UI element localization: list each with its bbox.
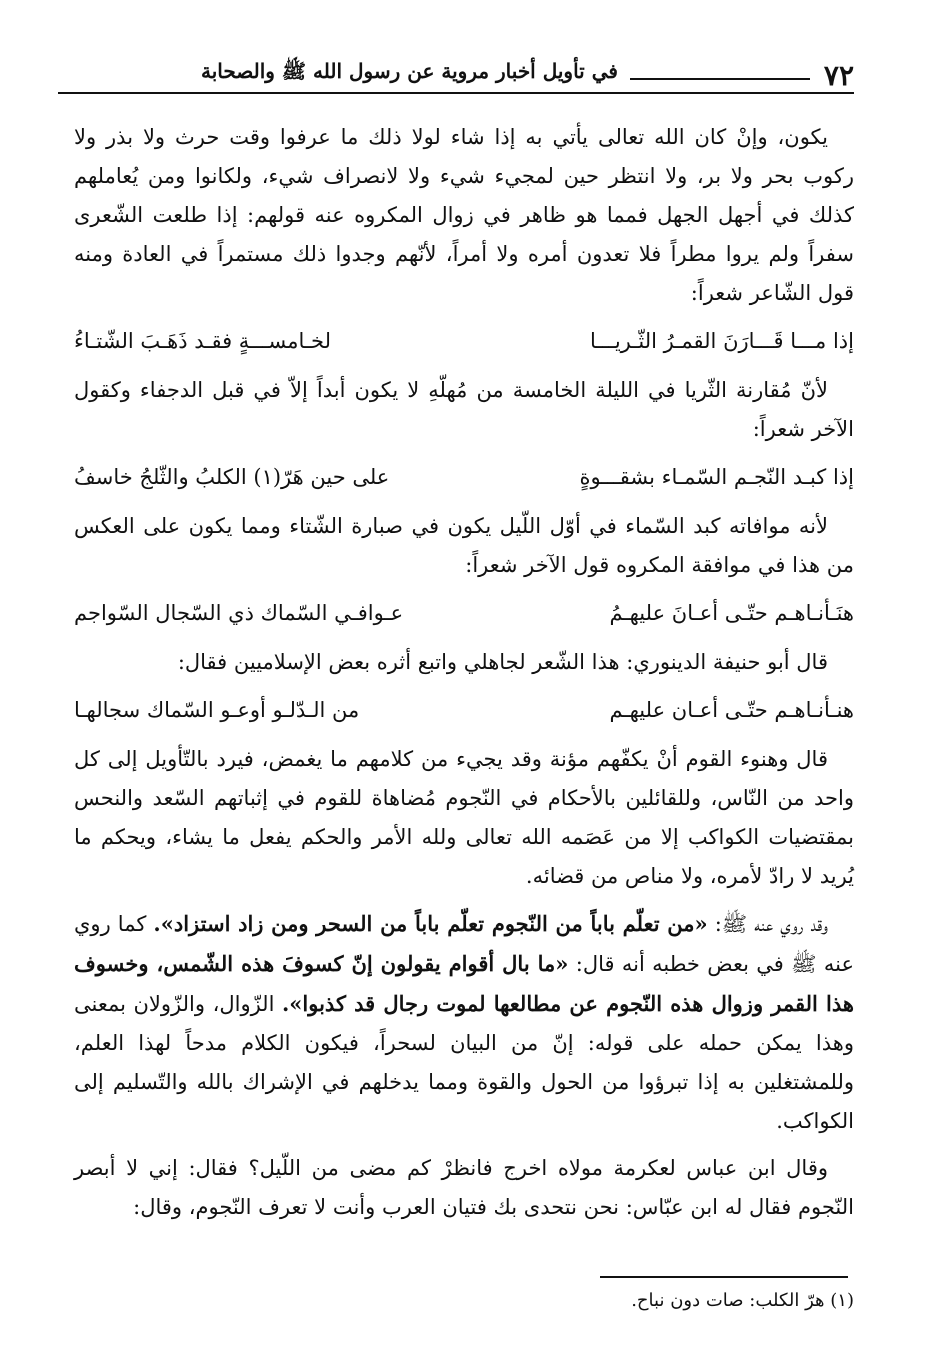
footnote-rule bbox=[600, 1276, 848, 1278]
paragraph: لأنّ مُقارنة الثّريا في الليلة الخامسة من مُهلّهِ لا يكون أبداً إلاّ في قبل الدجفاء وكقول الآخر شعراً: bbox=[74, 378, 854, 441]
verse-second-hemistich: من الـدّلـو أوعـو السّماك سجالهـا bbox=[74, 698, 360, 722]
verse-first-hemistich: إذا كبـد النّجـم السّمـاء بشقـــوةٍ bbox=[579, 465, 854, 489]
paragraph: قال أبو حنيفة الدينوري: هذا الشّعر لجاهلي واتبع أثره بعض الإسلاميين فقال: bbox=[177, 650, 828, 674]
page-header bbox=[58, 52, 854, 94]
verse-second-hemistich: عـوافـي السّماك ذي السّجال السّواجم bbox=[74, 601, 404, 625]
hadith-quote: «ما بال أقوام يقولون إنّ كسوفَ هذه الشّمس، وخسوف هذا القمر وزوال هذه النّجوم عن مطالعها لموت رجال قد كذبوا». bbox=[74, 951, 854, 1016]
verse-first-hemistich: هنَـأنـاهـم حتّـى أعـانَ عليهـمُ bbox=[609, 601, 854, 625]
poem-verse bbox=[74, 690, 854, 730]
text-run: كما روي عنه ﷺ في بعض خطبه أنه قال: bbox=[74, 912, 854, 976]
verse-second-hemistich: لخـامســـةٍ فقـد ذَهَـبَ الشّتـاءُ bbox=[74, 329, 331, 353]
text-run: وقد روي عنه ﷺ: bbox=[707, 912, 829, 936]
text-run: الزّوال، والزّولان بمعنى وهذا يمكن حمله على قوله: إنّ من البيان لسحراً، فيكون الكلام مدحاً لهذا العلم، وللمشتغلين به إذا تبرؤوا من الحول والقوة ومما يدخلهم في الإشراك بالله والتّسليم إلى الكواكب. bbox=[74, 992, 854, 1133]
header-rule bbox=[630, 78, 810, 80]
main-text bbox=[74, 118, 854, 1235]
paragraph: قال وهنوء القوم أنْ يكفّهم مؤنة وقد يجيء من كلامهم ما يغمض، فيرد بالتّأويل إلى كل واحد من النّاس، وللقائلين بالأحكام في النّجوم مُضاهاة للقوم في إثباتهم السّعد والنحس بمقتضيات الكواكب إلا من عَصَمه الله تعالى ولله الأمر والحكم يفعل ما يشاء، ويحكم ما يُريد لا رادّ لأمره، ولا مناص من قضائه. bbox=[74, 747, 854, 888]
verse-first-hemistich: هنـأنـاهـم حتّـى أعـان عليهـم bbox=[609, 698, 854, 722]
page-number: ٧٢ bbox=[823, 59, 854, 92]
running-title: في تأويل أخبار مروية عن رسول الله ﷺ والصحابة bbox=[201, 59, 618, 83]
poem-verse bbox=[74, 457, 854, 497]
verse-second-hemistich: على حين هَرّ(١) الكلبُ والثّلجُ خاسفُ bbox=[74, 465, 390, 489]
poem-verse bbox=[74, 593, 854, 633]
verse-first-hemistich: إذا مـــا قَـــارَنَ القمـرُ الثّـريـــا bbox=[589, 329, 854, 353]
hadith-quote: «من تعلّم باباً من النّجوم تعلّم باباً من السحر ومن زاد استزاد». bbox=[153, 911, 708, 936]
hadith-paragraph bbox=[74, 904, 854, 1141]
paragraph: يكون، وإنْ كان الله تعالى يأتي به إذا شاء لولا ذلك ما عرفوا وقت حرث ولا بذر ولا ركوب بحر ولا بر، ولا انتظر حين لمجيء شيء ولا لانصراف شيء، ولكانوا ومن يُعاملهم كذلك في أجهل الجهل فمما هو ظاهر في زوال المكروه عنه قولهم: إذا طلعت الشّعرى سفراً ولم يروا مطراً فلا تعدون أمره ولا أمراً، لأنّهم وجدوا ذلك مستمراً في العادة ومنه قول الشّاعر شعراً: bbox=[74, 125, 854, 305]
paragraph: وقال ابن عباس لعكرمة مولاه اخرج فانظرْ كم مضى من اللّيل؟ فقال: إني لا أبصر النّجوم فقال له ابن عبّاس: نحن نتحدى بك فتيان العرب وأنت لا تعرف النّجوم، وقال: bbox=[74, 1156, 854, 1219]
poem-verse bbox=[74, 321, 854, 361]
paragraph: لأنه موافاته كبد السّماء في أوّل اللّيل يكون في صبارة الشّتاء ومما يكون على العكس من هذا في موافقة المكروه قول الآخر شعراً: bbox=[74, 514, 854, 577]
footnote: (١) هرّ الكلب: صات دون نباح. bbox=[631, 1290, 854, 1311]
